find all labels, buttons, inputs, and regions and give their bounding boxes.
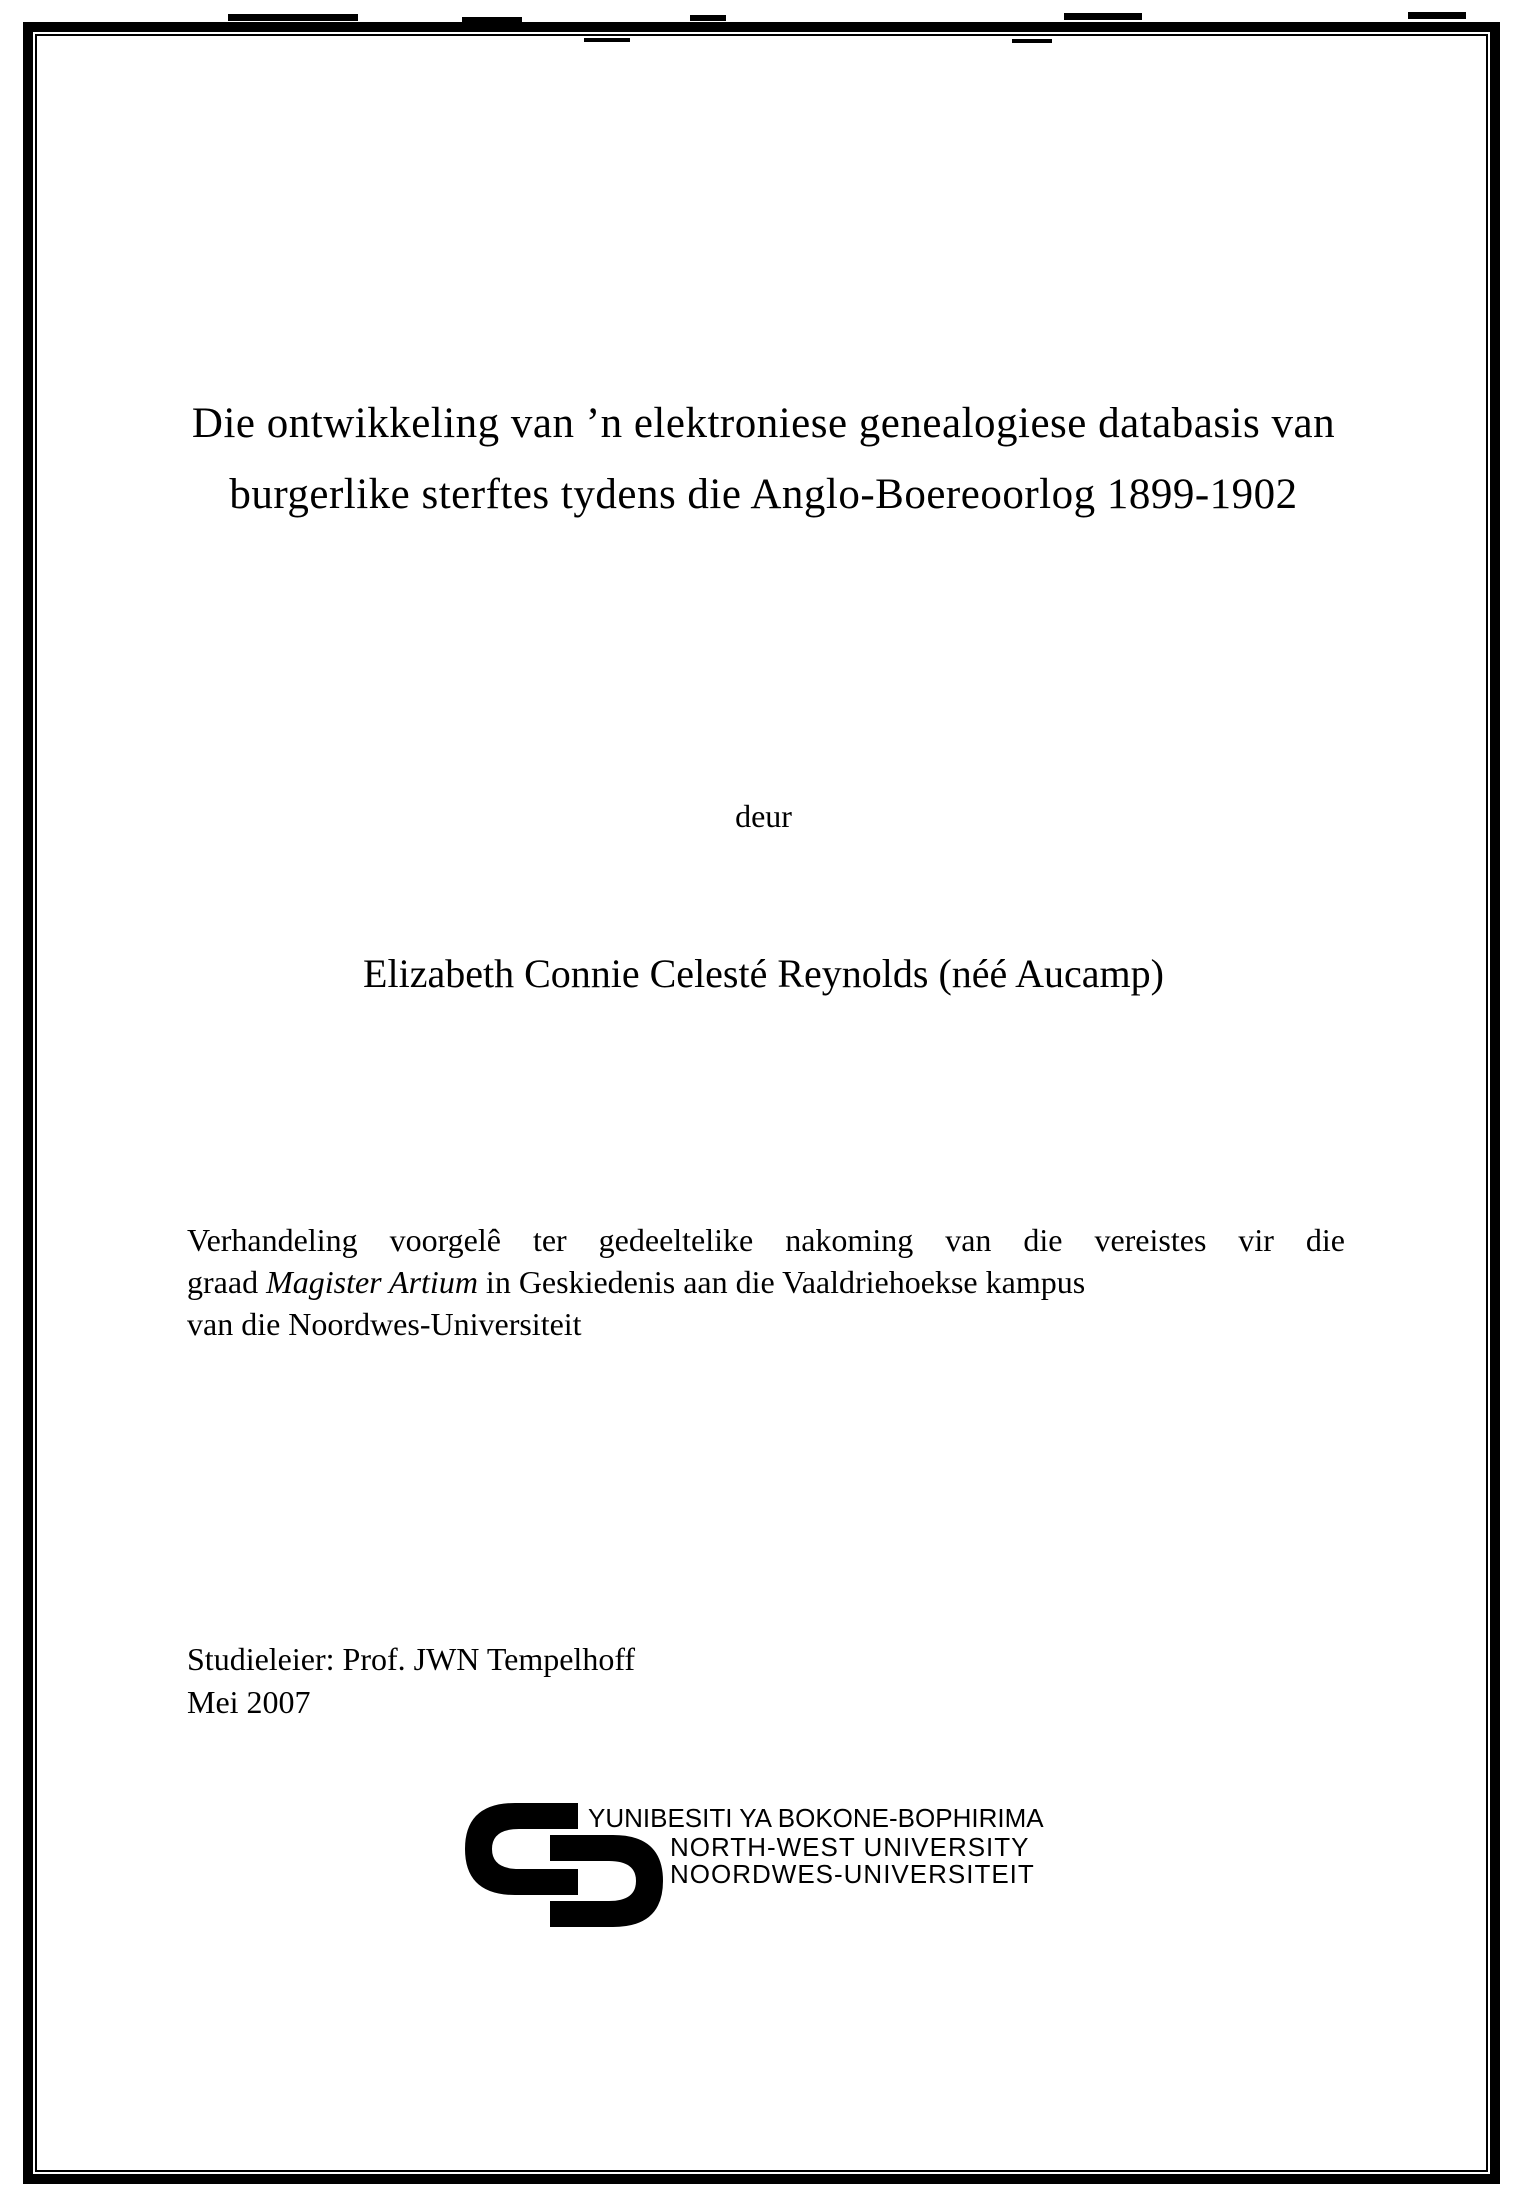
supervisor-line: Studieleier: Prof. JWN Tempelhoff [187, 1641, 636, 1677]
scan-artifact [1012, 39, 1052, 43]
submission-line2 [187, 1261, 1345, 1303]
author-name: Elizabeth Connie Celesté Reynolds (néé Aucamp) [363, 951, 1164, 996]
submission-statement [187, 1219, 1345, 1345]
thesis-title-line2: burgerlike sterftes tydens die Anglo-Boereoorlog 1899-1902 [229, 471, 1298, 518]
thesis-title [0, 388, 1527, 530]
logo-text-line3: NOORDWES-UNIVERSITEIT [670, 1859, 1035, 1889]
university-logo [465, 1803, 1105, 1938]
byline-deur: deur [735, 798, 792, 834]
scan-artifact [1064, 13, 1142, 20]
scan-artifact [690, 15, 726, 21]
scan-artifact [1408, 12, 1466, 19]
logo-text-line1: YUNIBESITI YA BOKONE-BOPHIRIMA [588, 1803, 1044, 1833]
submission-line1: Verhandeling voorgelê ter gedeeltelike nakoming van die vereistes vir die [187, 1222, 1345, 1258]
submission-line2-prefix: graad [187, 1264, 267, 1300]
scan-artifact [228, 14, 358, 21]
submission-line3: van die Noordwes-Universiteit [187, 1306, 582, 1342]
logo-text-line2: NORTH-WEST UNIVERSITY [670, 1832, 1030, 1862]
thesis-title-line1: Die ontwikkeling van ’n elektroniese genealogiese databasis van [191, 400, 1336, 447]
degree-name: Magister Artium [266, 1264, 478, 1300]
date-line: Mei 2007 [187, 1684, 311, 1720]
scan-artifact [584, 38, 630, 42]
supervisor-block [187, 1638, 635, 1724]
submission-line2-suffix: in Geskiedenis aan die Vaaldriehoekse kampus [477, 1264, 1086, 1300]
scan-artifact [462, 17, 522, 22]
